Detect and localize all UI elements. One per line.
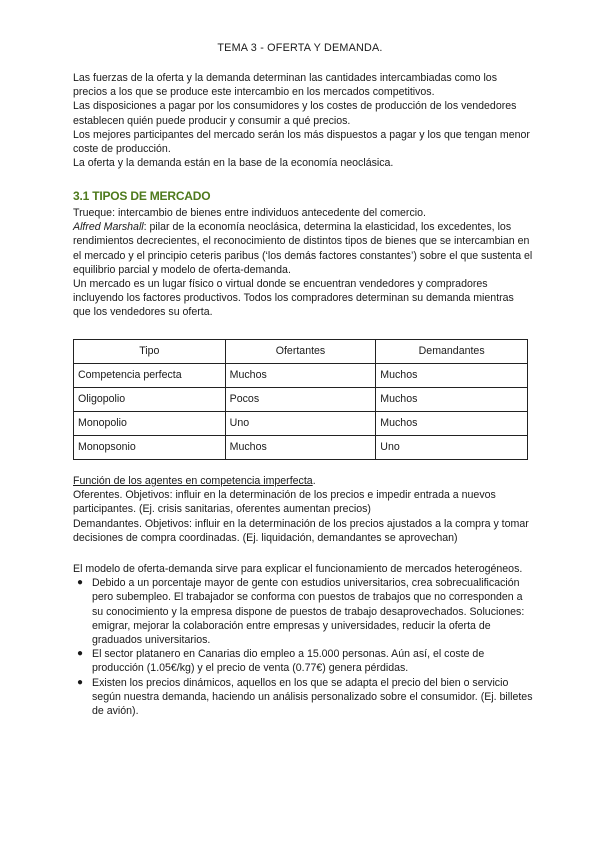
table-row xyxy=(74,388,528,412)
table-row xyxy=(74,364,528,388)
table-cell: Muchos xyxy=(376,364,528,388)
table-row xyxy=(74,436,528,460)
oferentes-paragraph: Oferentes. Objetivos: influir en la determinación de los precios e impedir entrada a nuevos participantes. (Ej. crisis sanitarias, oferentes aumentan precios) xyxy=(73,489,496,516)
table-cell: Muchos xyxy=(376,388,528,412)
agents-heading-suffix: . xyxy=(312,475,316,487)
table-header-cell: Demandantes xyxy=(376,340,528,364)
list-item-text: El sector platanero en Canarias dio empleo a 15.000 personas. Aún así, el coste de producción (1.05€/kg) y el precio de venta (0.77€) genera pérdidas. xyxy=(92,648,485,675)
table-cell: Monopsonio xyxy=(74,436,226,460)
table-header-cell: Ofertantes xyxy=(225,340,376,364)
intro-paragraph: Las fuerzas de la oferta y la demanda determinan las cantidades intercambiadas como los precios a los que se produce este intercambio en los mercados competitivos. xyxy=(73,72,497,99)
marshall-paragraph xyxy=(73,220,533,277)
market-types-section xyxy=(73,206,533,320)
model-section xyxy=(73,562,533,718)
table-cell: Muchos xyxy=(225,364,376,388)
list-item-text: Existen los precios dinámicos, aquellos en los que se adapta el precio del bien o servicio según nuestra demanda, haciendo un análisis personalizado sobre el consumidor. (Ej. billetes de avión). xyxy=(92,676,533,718)
table-cell: Pocos xyxy=(225,388,376,412)
list-item xyxy=(73,676,533,719)
agents-heading-text: Función de los agentes en competencia imperfecta xyxy=(73,475,313,487)
list-item-text: Debido a un porcentaje mayor de gente con estudios universitarios, crea sobrecualificación pero subempleo. El trabajador se conforma con puestos de trabajos que no corresponden a su conocimiento y la empresa dispone de puestos de trabajo desaprovechados. Soluciones: emigrar, mejorar la colaboración entre empresas y universidades, reducir la oferta de graduados universitarios. xyxy=(92,577,525,647)
table-header-cell: Tipo xyxy=(74,340,226,364)
page-title: TEMA 3 - OFERTA Y DEMANDA. xyxy=(217,42,383,54)
table-header-row xyxy=(74,340,528,364)
demandantes-paragraph: Demandantes. Objetivos: influir en la determinación de los precios ajustados a la compra y tomar decisiones de compra coordinadas. (Ej. liquidación, demandantes se aprovechan) xyxy=(73,517,529,544)
bullet-icon: ● xyxy=(77,676,84,688)
marshall-text: : pilar de la economía neoclásica, determina la elasticidad, los excedentes, los rendimientos decrecientes, el reconocimiento de distintos tipos de bienes que se intercambian en el mercado y el principio ceteris paribus (‘los demás factores constantes’) sobre el que sustenta el equilibrio parcial y modelo de oferta-demanda. xyxy=(73,221,533,276)
list-item xyxy=(73,576,533,647)
bullet-icon: ● xyxy=(77,648,84,660)
intro-paragraph: Los mejores participantes del mercado serán los más dispuestos a pagar y los que tengan menor coste de producción. xyxy=(73,128,530,156)
list-item xyxy=(73,647,533,675)
intro-paragraph: La oferta y la demanda están en la base de la economía neoclásica. xyxy=(73,157,394,170)
model-intro: El modelo de oferta-demanda sirve para explicar el funcionamiento de mercados heterogéneos. xyxy=(73,563,523,575)
bullet-icon: ● xyxy=(77,577,84,589)
model-bullet-list xyxy=(73,576,533,718)
table-cell: Muchos xyxy=(376,412,528,436)
table-cell: Competencia perfecta xyxy=(74,364,226,388)
market-types-table xyxy=(73,339,528,460)
table-cell: Monopolio xyxy=(74,412,226,436)
section-heading: 3.1 TIPOS DE MERCADO xyxy=(73,189,211,203)
market-definition-paragraph: Un mercado es un lugar físico o virtual donde se encuentran vendedores y compradores incluyendo los factores productivos. Todos los compradores determinan su demanda mientras que los vendedores su oferta. xyxy=(73,278,514,319)
table-cell: Oligopolio xyxy=(74,388,226,412)
table-row xyxy=(74,412,528,436)
intro-section xyxy=(73,71,533,170)
intro-paragraph: Las disposiciones a pagar por los consumidores y los costes de producción de los vendedores establecen quién puede producir y consumir a qué precios. xyxy=(73,100,517,127)
agents-section xyxy=(73,474,533,545)
trueque-paragraph: Trueque: intercambio de bienes entre individuos antecedente del comercio. xyxy=(73,207,426,219)
table-cell: Uno xyxy=(225,412,376,436)
table-cell: Uno xyxy=(376,436,528,460)
marshall-name: Alfred Marshall xyxy=(73,221,144,234)
agents-heading xyxy=(73,474,533,488)
table-cell: Muchos xyxy=(225,436,376,460)
